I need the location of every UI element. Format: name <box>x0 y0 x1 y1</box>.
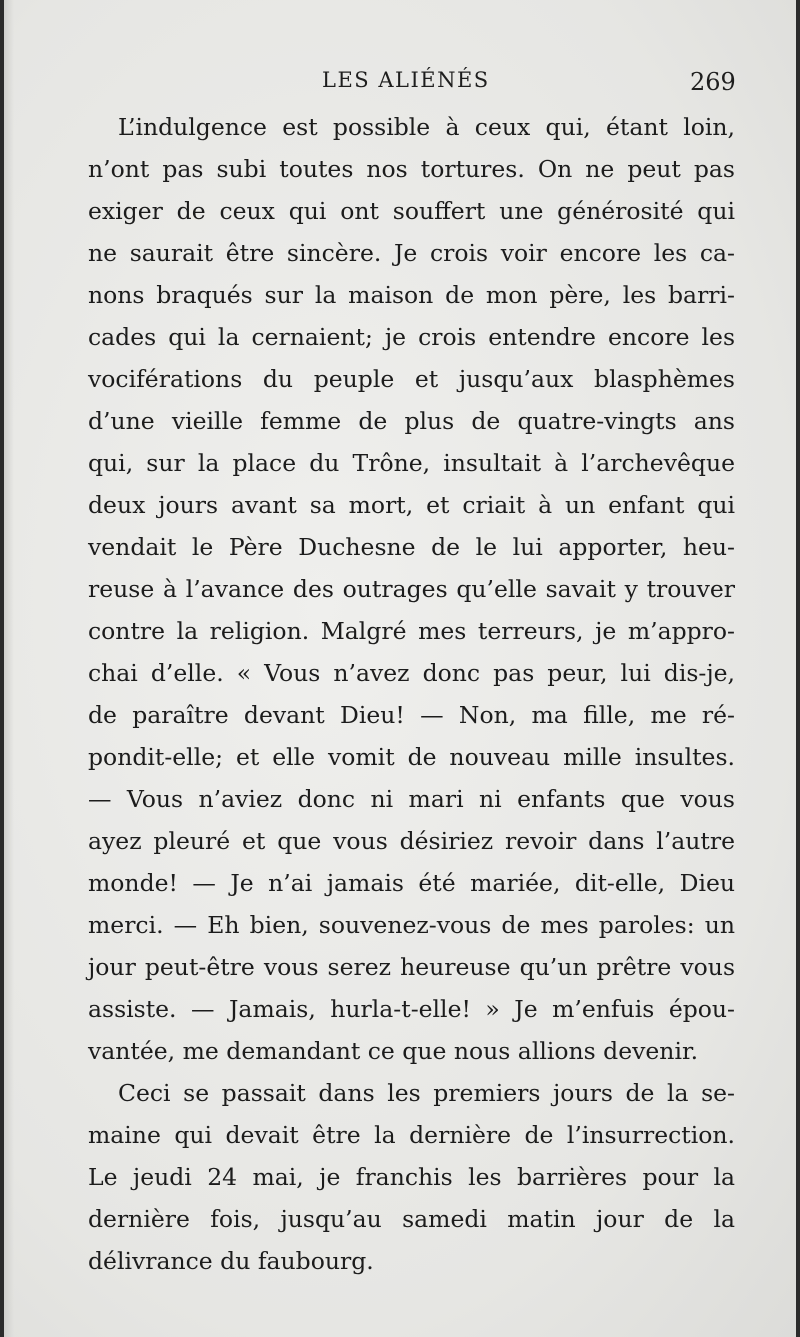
text-line: ayez pleuré et que vous désiriez revoir dans l’autre <box>88 827 735 855</box>
text-line: délivrance du faubourg. <box>88 1247 374 1275</box>
text-line: d’une vieille femme de plus de quatre-vingts ans <box>88 407 735 435</box>
text-line: pondit-elle; et elle vomit de nouveau mille insultes. <box>88 743 735 771</box>
page-gutter-shadow <box>4 0 14 1337</box>
text-line: contre la religion. Malgré mes terreurs, je m’appro- <box>88 617 735 645</box>
text-line: monde! — Je n’ai jamais été mariée, dit-elle, Dieu <box>88 869 735 897</box>
text-line: merci. — Eh bien, souvenez-vous de mes paroles: un <box>88 911 735 939</box>
text-line: reuse à l’avance des outrages qu’elle savait y trouver <box>88 575 735 603</box>
text-line: cades qui la cernaient; je crois entendre encore les <box>88 323 735 351</box>
text-line: vantée, me demandant ce que nous allions devenir. <box>88 1037 699 1065</box>
running-title: LES ALIÉNÉS <box>322 68 490 92</box>
text-line: chai d’elle. « Vous n’avez donc pas peur, lui dis-je, <box>88 659 735 687</box>
text-line: dernière fois, jusqu’au samedi matin jour de la <box>88 1205 735 1233</box>
text-line: deux jours avant sa mort, et criait à un enfant qui <box>88 491 735 519</box>
text-line: ne saurait être sincère. Je crois voir encore les ca- <box>88 239 735 267</box>
text-line: L’indulgence est possible à ceux qui, étant loin, <box>118 113 735 141</box>
text-line: maine qui devait être la dernière de l’insurrection. <box>88 1121 735 1149</box>
text-line: — Vous n’aviez donc ni mari ni enfants que vous <box>88 785 735 813</box>
page-header <box>4 68 796 104</box>
text-line: jour peut-être vous serez heureuse qu’un prêtre vous <box>88 953 735 981</box>
text-line: de paraître devant Dieu! — Non, ma fille, me ré- <box>88 701 735 729</box>
text-line: vendait le Père Duchesne de le lui apporter, heu- <box>88 533 735 561</box>
text-line: Le jeudi 24 mai, je franchis les barrières pour la <box>88 1163 735 1191</box>
text-line: qui, sur la place du Trône, insultait à l’archevêque <box>88 449 735 477</box>
book-page <box>4 0 796 1337</box>
text-line: assiste. — Jamais, hurla-t-elle! » Je m’enfuis épou- <box>88 995 735 1023</box>
text-line: Ceci se passait dans les premiers jours de la se- <box>118 1079 735 1107</box>
text-line: exiger de ceux qui ont souffert une générosité qui <box>88 197 735 225</box>
text-line: n’ont pas subi toutes nos tortures. On ne peut pas <box>88 155 735 183</box>
text-line: nons braqués sur la maison de mon père, les barri- <box>88 281 735 309</box>
text-line: vociférations du peuple et jusqu’aux blasphèmes <box>88 365 735 393</box>
page-number: 269 <box>690 68 736 96</box>
